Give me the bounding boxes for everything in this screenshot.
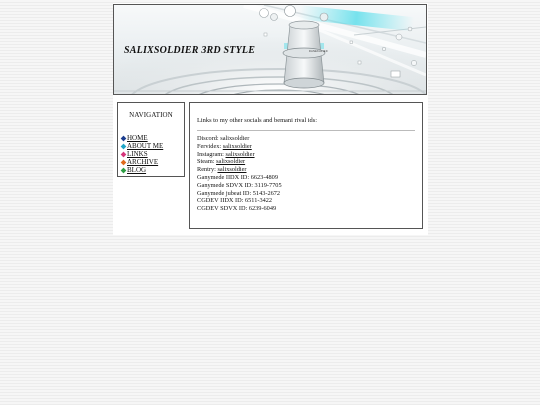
steam-link[interactable]: salixsoldier (216, 158, 246, 166)
diamond-icon (121, 159, 127, 165)
diamond-icon (121, 167, 127, 173)
nav-item-home[interactable] (121, 134, 163, 142)
entry-label: Fervidex: (197, 142, 222, 150)
nav-link-links[interactable]: LINKS (127, 150, 148, 158)
nav-link-blog[interactable]: BLOG (127, 166, 147, 174)
entry-value: 6239-6049 (248, 205, 277, 213)
list-item (197, 143, 282, 151)
diamond-icon (121, 143, 127, 149)
page-container (113, 3, 428, 235)
nav-item-links[interactable] (121, 150, 163, 158)
rentry-link[interactable]: salixsoldier (217, 166, 247, 174)
entry-value: 5143-2672 (252, 189, 281, 197)
social-id-list (197, 135, 282, 213)
nav-item-archive[interactable] (121, 158, 163, 166)
entry-label: Rentry: (197, 166, 216, 174)
entry-label: Ganymede jubeat ID: (197, 189, 252, 197)
list-item (197, 166, 282, 174)
nav-item-blog[interactable] (121, 166, 163, 174)
instagram-link[interactable]: salixsoldier (225, 150, 255, 158)
entry-label: Discord: (197, 135, 219, 142)
content-heading: Links to my other socials and bemani rival ids: (197, 117, 317, 124)
entry-value: 3119-7705 (254, 181, 282, 189)
list-item (197, 174, 282, 182)
navigation-title: NAVIGATION (129, 111, 173, 119)
list-item (197, 205, 282, 213)
content-divider (197, 130, 415, 131)
list-item (197, 135, 282, 143)
nav-item-about-me[interactable] (121, 142, 163, 150)
diamond-icon (121, 135, 127, 141)
diamond-icon (121, 151, 127, 157)
nav-link-archive[interactable]: ARCHIVE (127, 158, 159, 166)
entry-label: Steam: (197, 158, 215, 166)
list-item (197, 158, 282, 166)
list-item (197, 197, 282, 205)
banner-tagline: DANEKALIED (309, 50, 328, 53)
entry-label: Instagram: (197, 150, 224, 158)
entry-label: Ganymede IIDX ID: (197, 173, 250, 181)
list-item (197, 151, 282, 159)
entry-label: Ganymede SDVX ID: (197, 181, 253, 189)
nav-link-about-me[interactable]: ABOUT ME (127, 142, 164, 150)
navigation-list (121, 134, 163, 174)
fervidex-link[interactable]: salixsoldier (222, 142, 252, 150)
site-title: SALIXSOLDIER 3RD STYLE (124, 45, 256, 56)
entry-value: 6623-4809 (250, 173, 278, 181)
navigation-panel (117, 102, 185, 177)
entry-label: CGDEV IIDX ID: (197, 197, 244, 205)
links-content-panel (189, 102, 423, 229)
entry-label: CGDEV SDVX ID: (197, 205, 248, 213)
list-item (197, 190, 282, 198)
header-banner (113, 4, 427, 95)
list-item (197, 182, 282, 190)
entry-value: salixsoldier (220, 135, 250, 142)
nav-link-home[interactable]: HOME (127, 134, 148, 142)
entry-value: 6511-3422 (244, 197, 273, 205)
